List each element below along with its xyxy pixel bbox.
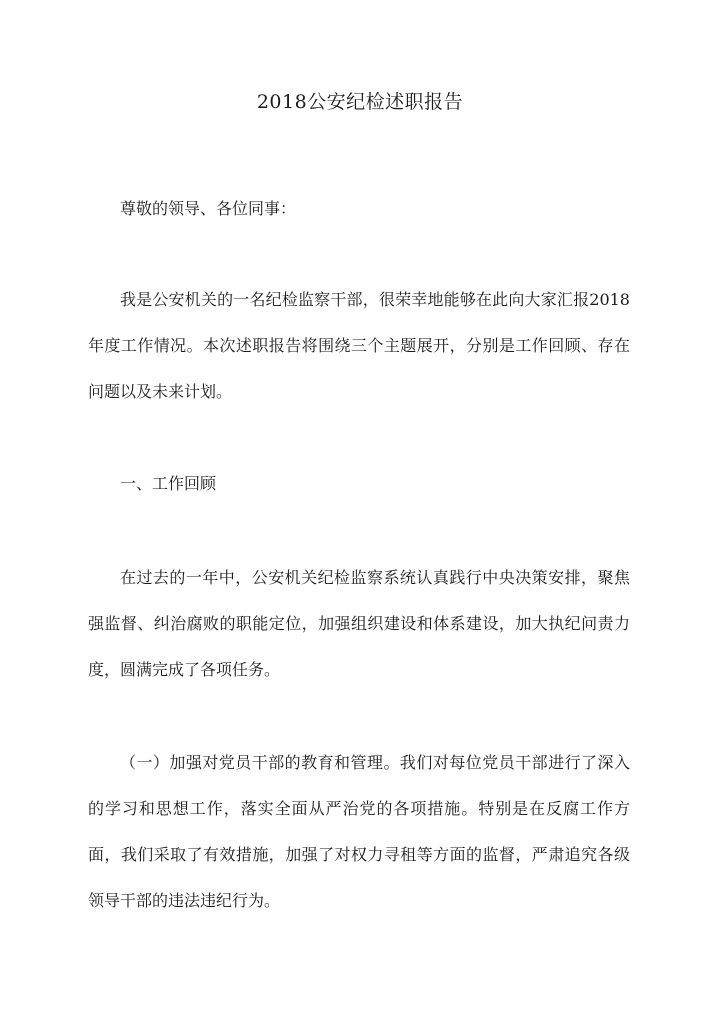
document-title: 2018公安纪检述职报告 <box>256 91 464 113</box>
item-one-paragraph: （一）加强对党员干部的教育和管理。我们对每位党员干部进行了深入的学习和思想工作，落实全面从严治党的各项措施。特别是在反腐工作方面，我们采取了有效措施，加强了对权力寻租等方面的监督，严肃追究各级领导干部的违法违纪行为。 <box>88 753 630 910</box>
greeting-paragraph: 尊敬的领导、各位同事： <box>120 199 297 218</box>
section-heading-work-review: 一、工作回顾 <box>120 474 217 493</box>
intro-paragraph: 我是公安机关的一名纪检监察干部，很荣幸地能够在此向大家汇报2018年度工作情况。本次述职报告将围绕三个主题展开，分别是工作回顾、存在问题以及未来计划。 <box>88 290 630 401</box>
review-paragraph: 在过去的一年中，公安机关纪检监察系统认真践行中央决策安排，聚焦强监督、纠治腐败的职能定位，加强组织建设和体系建设，加大执纪问责力度，圆满完成了各项任务。 <box>88 568 630 679</box>
